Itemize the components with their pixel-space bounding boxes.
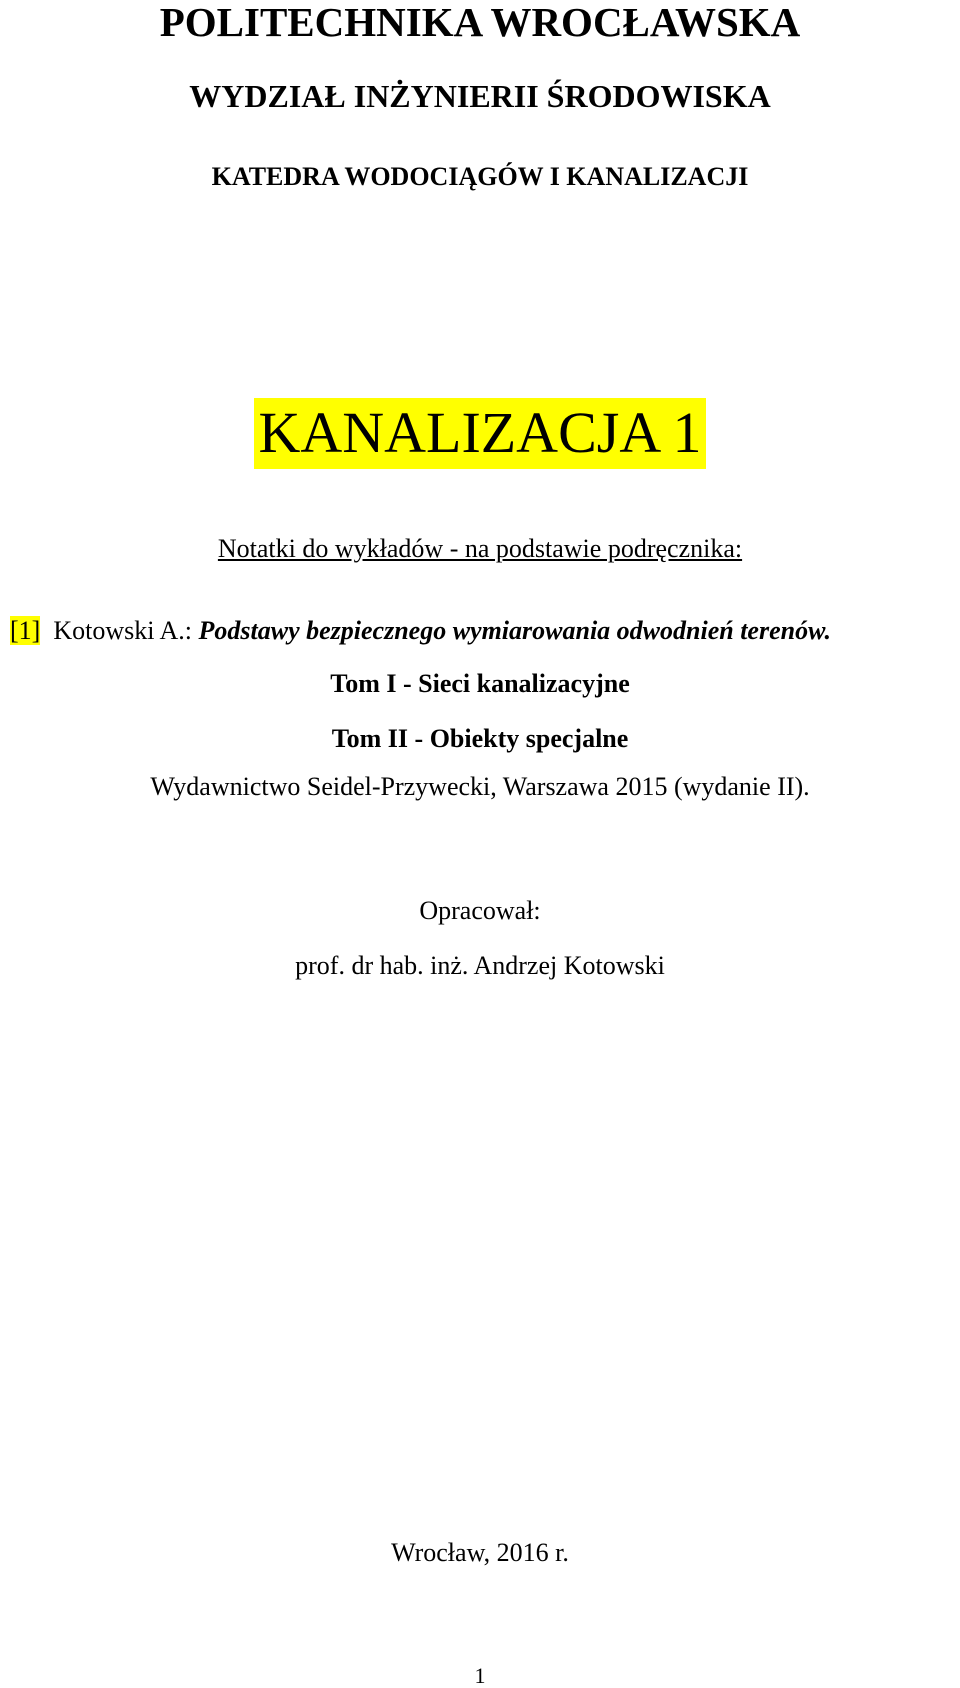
reference-volume-2: Tom II - Obiekty specjalne (331, 724, 629, 753)
reference-number: [1] (10, 616, 41, 645)
department-name: KATEDRA WODOCIĄGÓW I KANALIZACJI (211, 162, 749, 191)
course-title-highlight: KANALIZACJA 1 (254, 398, 705, 469)
university-name: POLITECHNIKA WROCŁAWSKA (159, 0, 801, 45)
reference-volume-1: Tom I - Sieci kanalizacyjne (330, 669, 630, 698)
notes-intro: Notatki do wykładów - na podstawie podręcznika: (217, 534, 743, 563)
page-number: 1 (474, 1663, 486, 1688)
reference-author: Kotowski A.: (53, 616, 193, 645)
course-title (0, 400, 960, 465)
prepared-by-label: Opracował: (419, 896, 541, 925)
prepared-by-name: prof. dr hab. inż. Andrzej Kotowski (295, 951, 665, 980)
place-date: Wrocław, 2016 r. (391, 1538, 569, 1567)
reference-publisher: Wydawnictwo Seidel-Przywecki, Warszawa 2015 (wydanie II). (150, 772, 810, 801)
reference-entry (10, 618, 831, 644)
reference-title: Podstawy bezpiecznego wymiarowania odwodnień terenów. (198, 616, 831, 645)
faculty-name: WYDZIAŁ INŻYNIERII ŚRODOWISKA (189, 78, 771, 114)
